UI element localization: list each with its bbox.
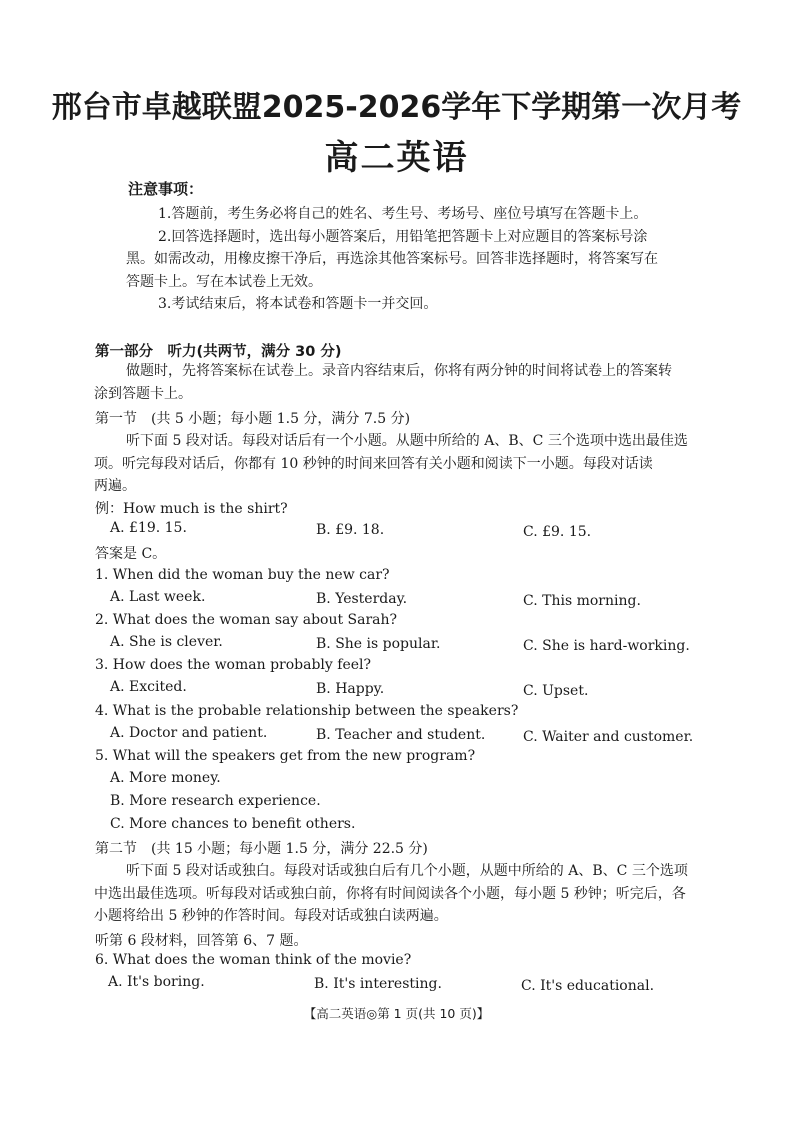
question-3: 3. How does the woman probably feel? — [95, 657, 371, 673]
question-5: 5. What will the speakers get from the new program? — [95, 748, 476, 764]
notes-heading: 注意事项： — [128, 180, 204, 198]
exam-title: 邢台市卓越联盟2025-2026学年下学期第一次月考 — [51, 90, 742, 125]
example-answer: 答案是 C。 — [95, 546, 167, 562]
example-option-b: B. £9. 18. — [316, 522, 385, 538]
subject-title: 高二英语 — [324, 138, 469, 178]
q1-option-c: C. This morning. — [523, 593, 641, 609]
q6-option-b: B. It's interesting. — [314, 976, 442, 992]
note-line: 3.考试结束后，将本试卷和答题卡一并交回。 — [158, 296, 438, 312]
note-line: 黑。如需改动，用橡皮擦干净后，再选涂其他答案标号。回答非选择题时，将答案写在 — [126, 251, 658, 267]
example-option-c: C. £9. 15. — [523, 524, 592, 540]
section1-intro — [94, 430, 712, 498]
note-line: 1.答题前，考生务必将自己的姓名、考生号、考场号、座位号填写在答题卡上。 — [158, 206, 648, 222]
section1-heading: 第一节 (共 5 小题；每小题 1.5 分，满分 7.5 分) — [95, 411, 411, 427]
question-1: 1. When did the woman buy the new car? — [95, 567, 390, 583]
intro-line: 涂到答题卡上。 — [94, 385, 192, 402]
intro-line: 做题时，先将答案标在试卷上。录音内容结束后，你将有两分钟的时间将试卷上的答案转 — [126, 363, 672, 379]
intro-line: 小题将给出 5 秒钟的作答时间。每段对话或独白读两遍。 — [94, 908, 448, 924]
q6-option-a: A. It's boring. — [108, 974, 205, 990]
example-question: 例：How much is the shirt? — [95, 501, 288, 517]
q1-option-a: A. Last week. — [110, 589, 206, 605]
q2-option-c: C. She is hard-working. — [523, 638, 690, 654]
part1-heading: 第一部分 听力(共两节，满分 30 分) — [95, 344, 342, 360]
example-option-a: A. £19. 15. — [110, 520, 187, 536]
q2-option-b: B. She is popular. — [316, 636, 441, 652]
notes-block — [126, 203, 696, 316]
question-6: 6. What does the woman think of the movie? — [95, 952, 412, 968]
intro-line: 听下面 5 段对话或独白。每段对话或独白后有几个小题，从题中所给的 A、B、C 三个选项 — [126, 863, 688, 879]
intro-line: 项。听完每段对话后，你都有 10 秒钟的时间来回答有关小题和阅读下一小题。每段对话读 — [94, 455, 653, 472]
question-2: 2. What does the woman say about Sarah? — [95, 612, 398, 628]
question-4: 4. What is the probable relationship between the speakers? — [95, 703, 519, 719]
intro-line: 听下面 5 段对话。每段对话后有一个小题。从题中所给的 A、B、C 三个选项中选出最佳选 — [126, 433, 688, 449]
material-6-instruction: 听第 6 段材料，回答第 6、7 题。 — [95, 933, 308, 949]
part1-intro — [94, 360, 712, 405]
q4-option-c: C. Waiter and customer. — [523, 729, 694, 745]
note-line: 答题卡上。写在本试卷上无效。 — [126, 273, 322, 290]
q5-option-b: B. More research experience. — [110, 793, 321, 809]
q5-option-a: A. More money. — [110, 770, 221, 786]
section2-intro — [94, 860, 712, 928]
intro-line: 两遍。 — [94, 478, 136, 494]
q4-option-b: B. Teacher and student. — [316, 727, 486, 743]
q4-option-a: A. Doctor and patient. — [110, 725, 268, 741]
q3-option-b: B. Happy. — [316, 681, 385, 697]
q3-option-a: A. Excited. — [110, 679, 187, 695]
intro-line: 中选出最佳选项。听每段对话或独白前，你将有时间阅读各个小题，每小题 5 秒钟；听完后，各 — [94, 885, 686, 902]
q3-option-c: C. Upset. — [523, 683, 589, 699]
section2-heading: 第二节 (共 15 小题；每小题 1.5 分，满分 22.5 分) — [95, 841, 428, 857]
q1-option-b: B. Yesterday. — [316, 591, 408, 607]
page-footer: 【高二英语◎第 1 页(共 10 页)】 — [303, 1006, 490, 1021]
q6-option-c: C. It's educational. — [521, 978, 655, 994]
note-line: 2.回答选择题时，选出每小题答案后，用铅笔把答题卡上对应题目的答案标号涂 — [158, 228, 648, 245]
q5-option-c: C. More chances to benefit others. — [110, 816, 356, 832]
q2-option-a: A. She is clever. — [110, 634, 223, 650]
